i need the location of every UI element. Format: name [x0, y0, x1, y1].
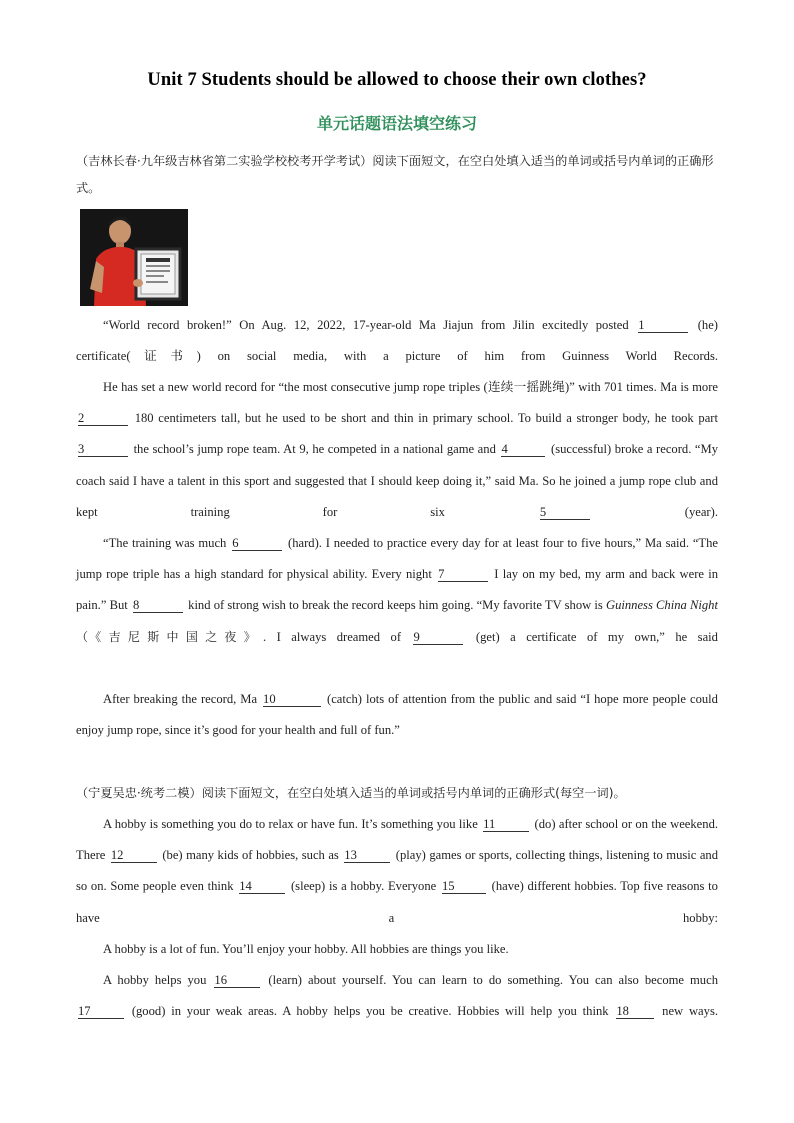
page-subtitle: 单元话题语法填空练习 [316, 114, 477, 133]
s2p3-text-e: new ways. [662, 1004, 718, 1019]
p2-text-a: He has set a new world record for “the most consecutive jump rope triples (连续一摇跳绳)” with 701 times. Ma is more [103, 380, 718, 394]
blank-4[interactable]: 4 [501, 442, 545, 457]
record-holder-photo [80, 209, 188, 306]
p4-text-a: After breaking the record, Ma [103, 692, 258, 706]
blank-12[interactable]: 12 [111, 848, 157, 863]
blank-14[interactable]: 14 [239, 879, 285, 894]
p3-text-c: (hard). I needed to practice every day for at least four to five hours,” Ma said. “The jump rope triple has a high standard for physical ability. Every night [76, 536, 718, 582]
blank-1[interactable]: 1 [638, 318, 688, 333]
p1-text-a: “World record broken!” On Aug. 12, 2022, 17-year-old Ma Jiajun from Jilin excitedly posted [103, 318, 629, 332]
s2p1-text-a: A hobby is something you do to relax or have fun. It’s something you like [103, 817, 478, 831]
blank-8[interactable]: 8 [133, 598, 183, 613]
p2-text-f: (year). [684, 504, 718, 519]
s2p3-text-c: (learn) about yourself. You can learn to do something. You can also become much [268, 973, 718, 987]
s2p1-text-d: (be) many kids of hobbies, such as [162, 848, 339, 863]
p3-text-g: (get) a certificate of my own,” he said [475, 629, 718, 644]
passage1-paragraph3 [76, 528, 718, 653]
s2p1-text-e: (play) games or sports, collecting things, listening to music and so on. Some people even think [76, 848, 719, 894]
blank-7[interactable]: 7 [438, 567, 488, 582]
s2p3-text-d: (good) in your weak areas. A hobby helps you be creative. Hobbies will help you think [131, 1004, 609, 1019]
p2-text-d: the school’s jump rope team. At 9, he competed in a national game and [133, 442, 496, 457]
blank-6[interactable]: 6 [232, 536, 282, 551]
p3-text-f: . I always dreamed of [263, 629, 402, 644]
p3-text-a: “The training was much [103, 536, 227, 550]
blank-11[interactable]: 11 [483, 817, 529, 832]
passage1-paragraph2 [76, 372, 718, 528]
blank-3[interactable]: 3 [78, 442, 128, 457]
s2p3-text-a: A hobby helps you [103, 973, 207, 987]
blank-16[interactable]: 16 [214, 973, 260, 988]
blank-13[interactable]: 13 [344, 848, 390, 863]
s2p1-text-g: (have) different hobbies. Top five reasons to have a hobby: [76, 879, 718, 925]
blank-15[interactable]: 15 [442, 879, 486, 894]
p4-text-c: (catch) lots of attention from the public and said “I hope more people could enjoy jump rope, since it’s good for your health and full of fun.” [76, 692, 718, 738]
passage2-paragraph1 [76, 809, 718, 934]
p1-text-c: (he) certificate(证书) on social media, with a picture of him from Guinness World Records. [76, 318, 718, 364]
tv-show-title-cn: （《吉尼斯中国之夜》 [76, 629, 264, 644]
passage2-paragraph2: A hobby is a lot of fun. You’ll enjoy your hobby. All hobbies are things you like. [103, 942, 509, 956]
blank-10[interactable]: 10 [263, 692, 321, 707]
page-title: Unit 7 Students should be allowed to choose their own clothes? [147, 70, 647, 90]
passage1-paragraph1 [76, 310, 718, 372]
blank-17[interactable]: 17 [78, 1004, 124, 1019]
person-holding-certificate-photo [80, 209, 188, 306]
p2-text-c: 180 centimeters tall, but he used to be short and thin in primary school. To build a stronger body, he took part [134, 411, 718, 426]
section1-instructions: （吉林长春·九年级吉林省第二实验学校校考开学考试）阅读下面短文，在空白处填入适当的单词或括号内单词的正确形式。 [76, 154, 714, 195]
passage2-paragraph3 [76, 965, 718, 1027]
p3-text-e: kind of strong wish to break the record keeps him going. “My favorite TV show is [188, 598, 603, 613]
tv-show-title: Guinness China Night [605, 598, 718, 613]
s2p1-text-f: (sleep) is a hobby. Everyone [290, 879, 437, 894]
passage1-paragraph4 [76, 684, 718, 746]
blank-2[interactable]: 2 [78, 411, 128, 426]
blank-18[interactable]: 18 [616, 1004, 654, 1019]
blank-5[interactable]: 5 [540, 505, 590, 520]
section2-instructions: （宁夏吴忠·统考二模）阅读下面短文，在空白处填入适当的单词或括号内单词的正确形式(每空一词)。 [76, 786, 626, 800]
p2-text-e: (successful) broke a record. “My coach said I have a talent in this sport and suggested that I should keep doing it,” said Ma. So he joined a jump rope club and kept training for six [76, 442, 719, 519]
blank-9[interactable]: 9 [413, 630, 463, 645]
s2p1-text-c: (do) after school or on the weekend. There [76, 817, 719, 863]
p3-text-d: I lay on my bed, my arm and back were in pain.” But [76, 567, 718, 613]
